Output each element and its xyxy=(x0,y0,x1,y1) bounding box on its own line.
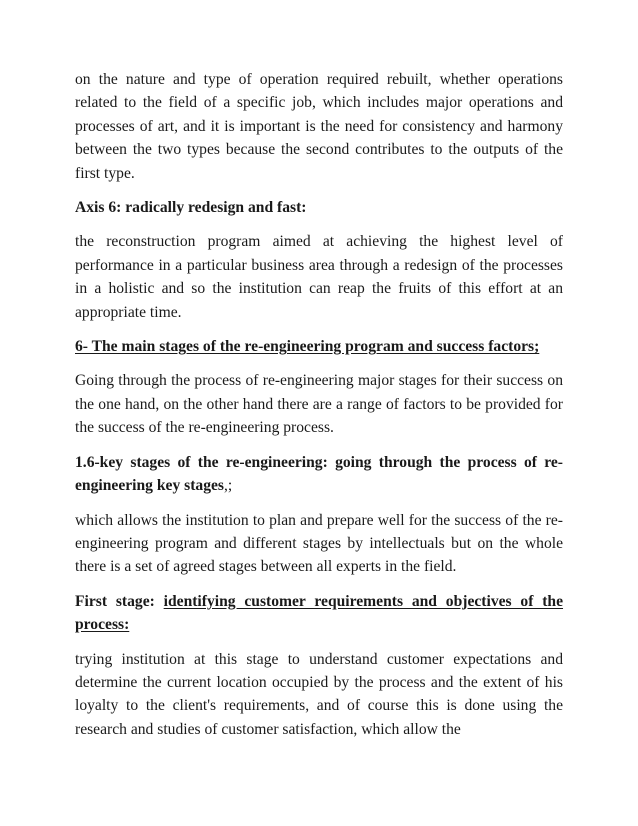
heading-first-stage-title: identifying customer requirements and objectives of the process: xyxy=(75,592,564,634)
paragraph-plan-prepare: which allows the institution to plan and prepare well for the success of the re-engineering program and different stages by intellectuals but on the whole there is a set of agreed stages between all experts in the field. xyxy=(75,511,563,576)
heading-first-stage xyxy=(75,590,563,637)
document-page xyxy=(75,68,563,752)
heading-section-1-6 xyxy=(75,451,563,498)
paragraph-reconstruction: the reconstruction program aimed at achieving the highest level of performance in a particular business area through a redesign of the processes in a holistic and so the institution can reap the fruits of this effort at an appropriate time. xyxy=(75,233,563,321)
heading-section-1-6-tail: ,; xyxy=(224,477,233,495)
heading-axis-6: Axis 6: radically redesign and fast: xyxy=(75,199,307,217)
heading-section-6: 6- The main stages of the re-engineering program and success factors; xyxy=(75,338,540,356)
paragraph-operations: on the nature and type of operation required rebuilt, whether operations related to the field of a specific job, which includes major operations and processes of art, and it is important is the need for consistency and harmony between the two types because the second contributes to the outputs of the first type. xyxy=(75,71,563,182)
paragraph-reengineering-stages: Going through the process of re-engineering major stages for their success on the one hand, on the other hand there are a range of factors to be provided for the success of the re-engineering process. xyxy=(75,372,563,437)
paragraph-customer-expectations: trying institution at this stage to understand customer expectations and determine the current location occupied by the process and the extent of his loyalty to the client's requirements, and of course this is done using the research and studies of customer satisfaction, which allow the xyxy=(75,650,563,738)
heading-section-1-6-bold: 1.6-key stages of the re-engineering: going through the process of re-engineering key stages xyxy=(75,453,563,495)
heading-first-stage-prefix: First stage: xyxy=(75,592,164,610)
